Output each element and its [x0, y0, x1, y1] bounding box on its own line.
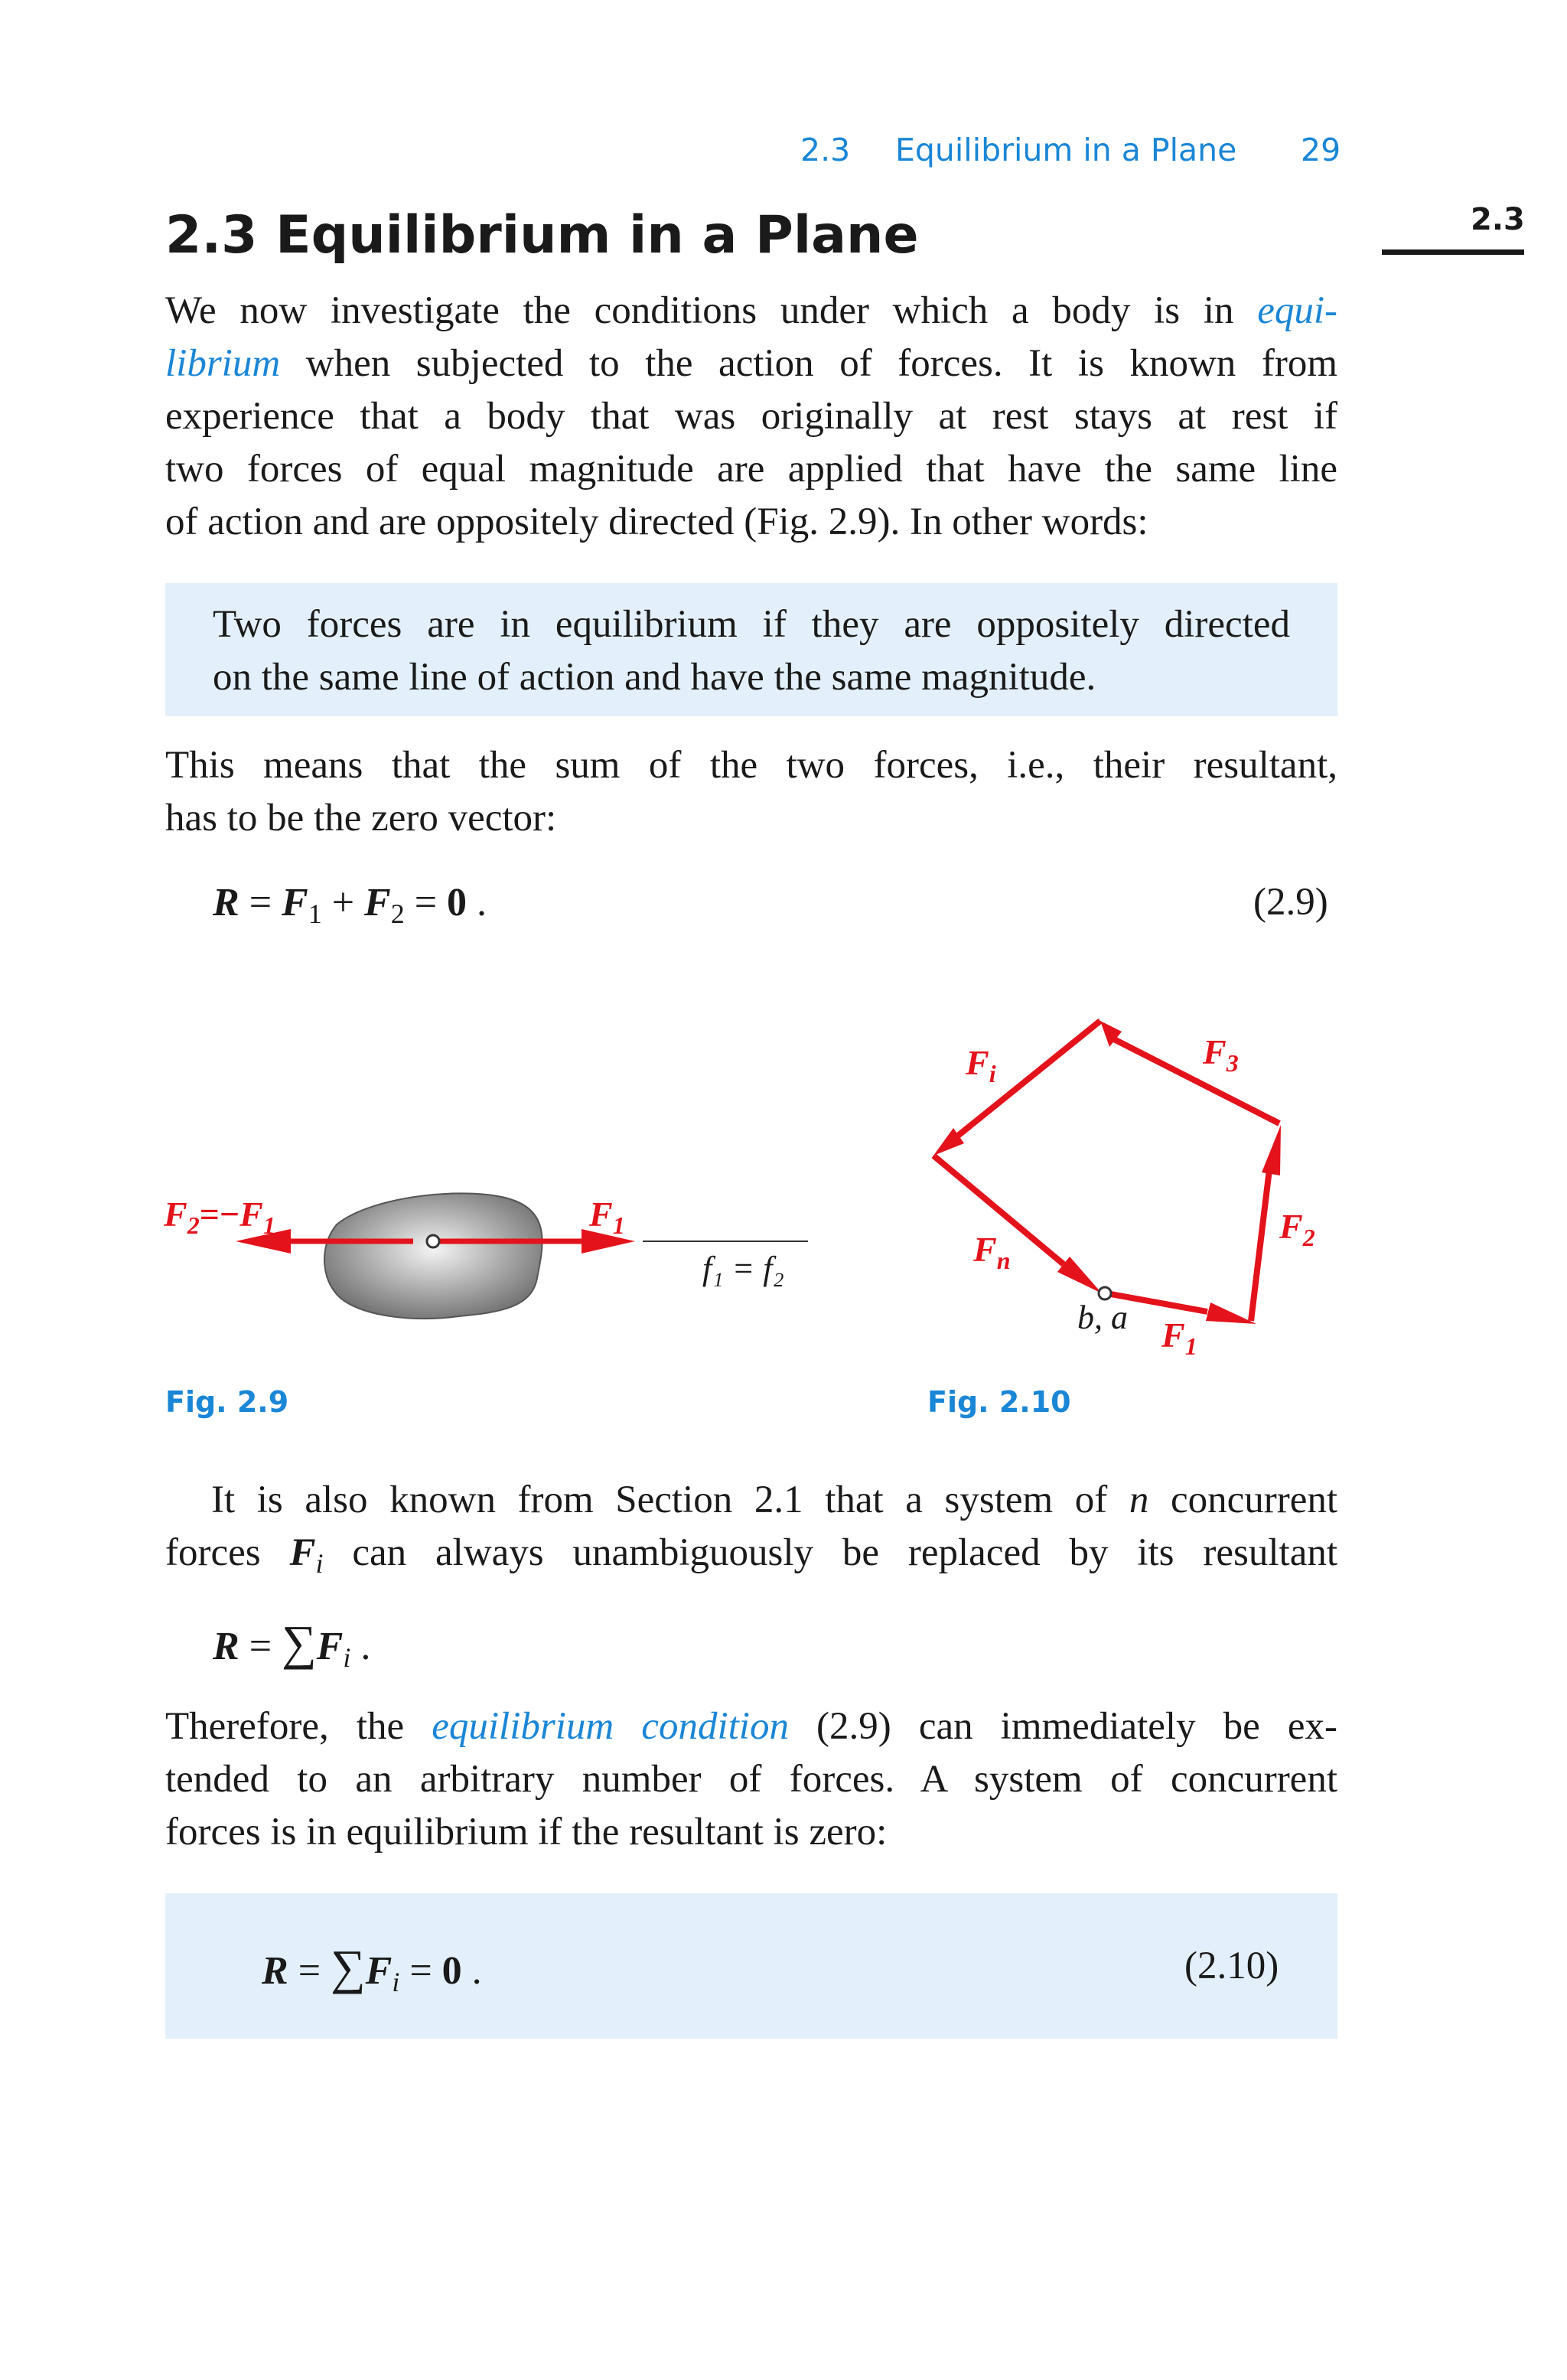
paragraph-equilibrium-condition: Therefore, the equilibrium condition (2.9) can immediately be ex- tended to an arbitrary number of forces. A system of concurrent forces is in equilibrium if the resultant is zero: [165, 1705, 1338, 1853]
label-f2: $F_2$ [1279, 1207, 1315, 1251]
header-section-number: 2.3 [800, 132, 851, 168]
margin-tab-rule [1382, 249, 1524, 255]
arrowhead-f1 [1206, 1302, 1256, 1324]
keyword-equilibrium-cont: librium [165, 342, 281, 385]
label-f1: $F_1$ [1161, 1316, 1197, 1360]
point-b-a [1099, 1287, 1111, 1299]
equation-2-9: $R = F_1 + F_2 = 0$ . [213, 881, 487, 929]
force-f3-line [1114, 1039, 1279, 1123]
force-f2-line [1251, 1163, 1270, 1321]
header-section-title: Equilibrium in a Plane [895, 132, 1237, 168]
equation-number-2-10: (2.10) [1184, 1945, 1279, 1987]
label-f2-equals-minus-f1: $F_2=-F_1$ [164, 1195, 275, 1239]
caption-fig-2-9: Fig. 2.9 [165, 1385, 289, 1419]
paragraph-intro [165, 285, 1337, 549]
margin-section-tab: 2.3 [1471, 202, 1525, 237]
rigid-body [324, 1193, 542, 1319]
caption-fig-2-10: Fig. 2.10 [927, 1385, 1071, 1419]
text-line: of action and are oppositely directed (Fig. 2.9). In other words: [165, 500, 1148, 543]
label-point-b-a: b, a [1077, 1299, 1128, 1336]
header-page-number: 29 [1301, 132, 1341, 168]
text-line: librium when subjected to the action of forces. It is known from [165, 342, 1338, 385]
paragraph-concurrent: It is also known from Section 2.1 that a system of n concurrent forces $F_i$ can always unambiguously be replaced by its resultant [165, 1479, 1338, 1579]
keyword-equilibrium-condition: equilibrium condition [432, 1705, 789, 1748]
text-line: We now investigate the conditions under which a body is in equi- [165, 289, 1338, 332]
label-line-of-action: f₁ = f₂ [702, 1250, 784, 1287]
equation-2-10: $R = \sum F_i = 0$ . [262, 1940, 482, 1997]
keyword-equilibrium: equi- [1257, 289, 1338, 332]
label-fi: $F_i$ [966, 1043, 996, 1087]
label-f3: $F_3$ [1203, 1032, 1239, 1077]
equation-number-2-9: (2.9) [1253, 881, 1328, 924]
paragraph-resultant: This means that the sum of the two forces, i.e., their resultant, has to be the zero vector: [165, 744, 1337, 840]
label-fn: $F_n$ [973, 1230, 1011, 1274]
arrowhead-f2 [1262, 1125, 1281, 1175]
figure-2-9 [153, 1163, 826, 1355]
text-line: experience that a body that was originally at rest stays at rest if [165, 395, 1337, 438]
application-point [427, 1235, 439, 1247]
equation-resultant: $R = \sum F_i$ . [213, 1615, 371, 1673]
text-line: two forces of equal magnitude are applied that have the same line [165, 448, 1337, 491]
label-f1: $F_1$ [589, 1195, 625, 1239]
figure-2-10 [903, 995, 1331, 1377]
section-heading: 2.3 Equilibrium in a Plane [165, 205, 919, 266]
principle-text: Two forces are in equilibrium if they are oppositely directed on the same line of action and have the same magnitude. [213, 603, 1290, 699]
